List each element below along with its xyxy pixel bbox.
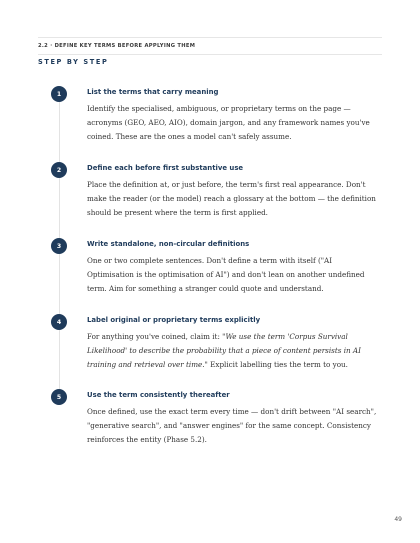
step-description: Once defined, use the exact term every time — don't drift between "AI search", "generative search", and "answer engines" for the same concept. Consistency reinforces the entity (Phase 5.2).: [87, 407, 377, 444]
step-title: Write standalone, non-circular definitions: [87, 240, 250, 248]
quoted-example: "We use the term 'Corpus Survival Likelihood' to describe the probability that a piece of content persists in AI training and retrieval over time.": [87, 332, 361, 369]
section-label: 2.2 · DEFINE KEY TERMS BEFORE APPLYING THEM: [38, 43, 196, 49]
page-header: [38, 37, 382, 55]
step-description: One or two complete sentences. Don't define a term with itself ("AI Optimisation is the optimisation of AI") and don't lean on another undefined term. Aim for something a stranger could quote and understand.: [87, 256, 365, 293]
step-number-badge: 2: [51, 162, 67, 178]
step-description: Identify the specialised, ambiguous, or proprietary terms on the page — acronyms (GEO, AEO, AIO), domain jargon, and any framework names you've coined. These are the ones a model can't safely assume.: [87, 104, 370, 141]
step-number-badge: 1: [51, 86, 67, 102]
step-title: Label original or proprietary terms explicitly: [87, 316, 261, 324]
step-body-prefix: For anything you've coined, claim it:: [87, 332, 223, 341]
step-title: Define each before first substantive use: [87, 164, 244, 172]
step-number-badge: 3: [51, 238, 67, 254]
step-title: List the terms that carry meaning: [87, 88, 219, 96]
step-number-badge: 5: [51, 389, 67, 405]
page-number: 49: [394, 516, 402, 523]
step-description: Place the definition at, or just before, the term's first real appearance. Don't make the reader (or the model) reach a glossary at the bottom — the definition should be present where the term is first applied.: [87, 180, 376, 217]
step-number-badge: 4: [51, 314, 67, 330]
step-body-suffix: Explicit labelling ties the term to you.: [207, 360, 348, 369]
step-title: Use the term consistently thereafter: [87, 391, 230, 399]
section-title: STEP BY STEP: [38, 58, 109, 66]
step-description: [87, 330, 377, 372]
